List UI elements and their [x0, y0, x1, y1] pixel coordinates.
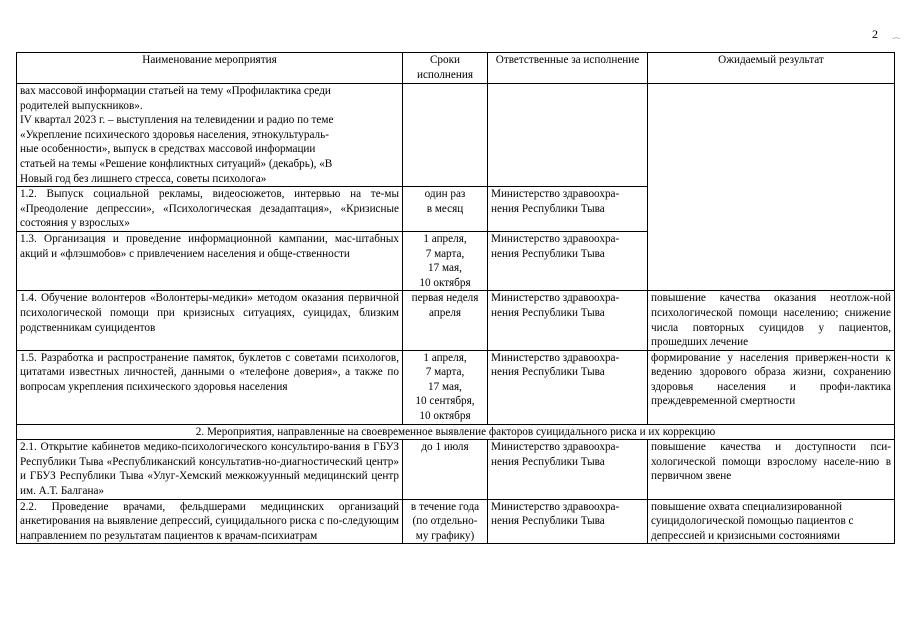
- column-header-result: Ожидаемый результат: [648, 53, 895, 84]
- measure-result: формирование у населения привержен-ности к ведению здорового образа жизни, сохранению здоровья населения и профи-лактика преждевременной смертности: [648, 350, 895, 424]
- measure-result: повышение качества оказания неотлож-ной психологической помощи населению; снижение числа повторных суицидов у пациентов, прошедших лечение: [648, 291, 895, 350]
- table-row: [17, 350, 895, 424]
- measure-name: 2.2. Проведение врачами, фельдшерами медицинских организаций анкетирования на выявление депрессий, суицидального риска с по-следующим направлением по результатам пациентов к врачам-психиатрам: [17, 499, 403, 544]
- measure-name: 1.4. Обучение волонтеров «Волонтеры-медики» методом оказания первичной психологической помощи при кризисных ситуациях, суицидах, близким родственникам суицидентов: [17, 291, 403, 350]
- measure-dates: первая неделя апреля: [403, 291, 488, 350]
- measure-responsible: Министерство здравоохра-нения Республики Тыва: [488, 231, 648, 290]
- table-row: [17, 84, 895, 187]
- table-header-row: [17, 53, 895, 84]
- measure-name: 1.5. Разработка и распространение памяток, буклетов с советами психологов, цитатами известных личностей, данными о «телефоне доверия», а также по вопросам укрепления психического здоровья населения: [17, 350, 403, 424]
- column-header-responsible: Ответственные за исполнение: [488, 53, 648, 84]
- measures-table: [16, 52, 895, 544]
- measure-responsible: Министерство здравоохра-нения Республики Тыва: [488, 440, 648, 499]
- section-row: [17, 424, 895, 440]
- table-row: [17, 499, 895, 544]
- measure-responsible: Министерство здравоохра-нения Республики Тыва: [488, 291, 648, 350]
- measure-dates: [403, 84, 488, 187]
- measure-responsible: Министерство здравоохра-нения Республики Тыва: [488, 499, 648, 544]
- measure-name-continued: вах массовой информации статьей на тему «Профилактика среди родителей выпускников». IV квартал 2023 г. – выступления на телевидении и радио по теме «Укрепление психического здоровья населения, этнокультураль- ные особенности», выпуск в средствах массовой информации статьей на темы «Решение конфликтных ситуаций» (декабрь), «В Новый год без лишнего стресса, советы психолога»: [17, 84, 403, 187]
- table-row: [17, 291, 895, 350]
- measure-responsible: [488, 84, 648, 187]
- measure-name: 1.2. Выпуск социальной рекламы, видеосюжетов, интервью на те-мы «Преодоление депрессии», «Психологическая дезадаптация», «Кризисные состояния у взрослых»: [17, 187, 403, 232]
- measure-result: повышение качества и доступности пси-хологической помощи взрослому населе-нию в первичном звене: [648, 440, 895, 499]
- section-title: 2. Мероприятия, направленные на своевременное выявление факторов суицидального риска и их коррекцию: [17, 424, 895, 440]
- column-header-name: Наименование мероприятия: [17, 53, 403, 84]
- measure-name: 1.3. Организация и проведение информационной кампании, мас-штабных акций и «флэшмобов» с привлечением населения и обще-ственности: [17, 231, 403, 290]
- measure-responsible: Министерство здравоохра-нения Республики Тыва: [488, 350, 648, 424]
- column-header-dates: Сроки исполнения: [403, 53, 488, 84]
- measure-dates: в течение года (по отдельно- му графику): [403, 499, 488, 544]
- page-number: 2: [872, 27, 878, 41]
- measure-result: [648, 84, 895, 291]
- measure-dates: 1 апреля, 7 марта, 17 мая, 10 сентября, 10 октября: [403, 350, 488, 424]
- measure-result: повышение охвата специализированной суицидологической помощью пациентов с депрессией и кризисными состояниями: [648, 499, 895, 544]
- table-row: [17, 440, 895, 499]
- measure-dates: 1 апреля, 7 марта, 17 мая, 10 октября: [403, 231, 488, 290]
- scan-mark: ⁔: [893, 30, 900, 39]
- measure-dates: до 1 июля: [403, 440, 488, 499]
- measure-responsible: Министерство здравоохра-нения Республики Тыва: [488, 187, 648, 232]
- measure-name: 2.1. Открытие кабинетов медико-психологического консультиро-вания в ГБУЗ Республики Тыва «Республиканский консультатив-но-диагностический центр» и ГБУЗ Республики Тыва «Улуг-Хемский межкожуунный медицинский центр им. А.Т. Балгана»: [17, 440, 403, 499]
- measure-dates: один раз в месяц: [403, 187, 488, 232]
